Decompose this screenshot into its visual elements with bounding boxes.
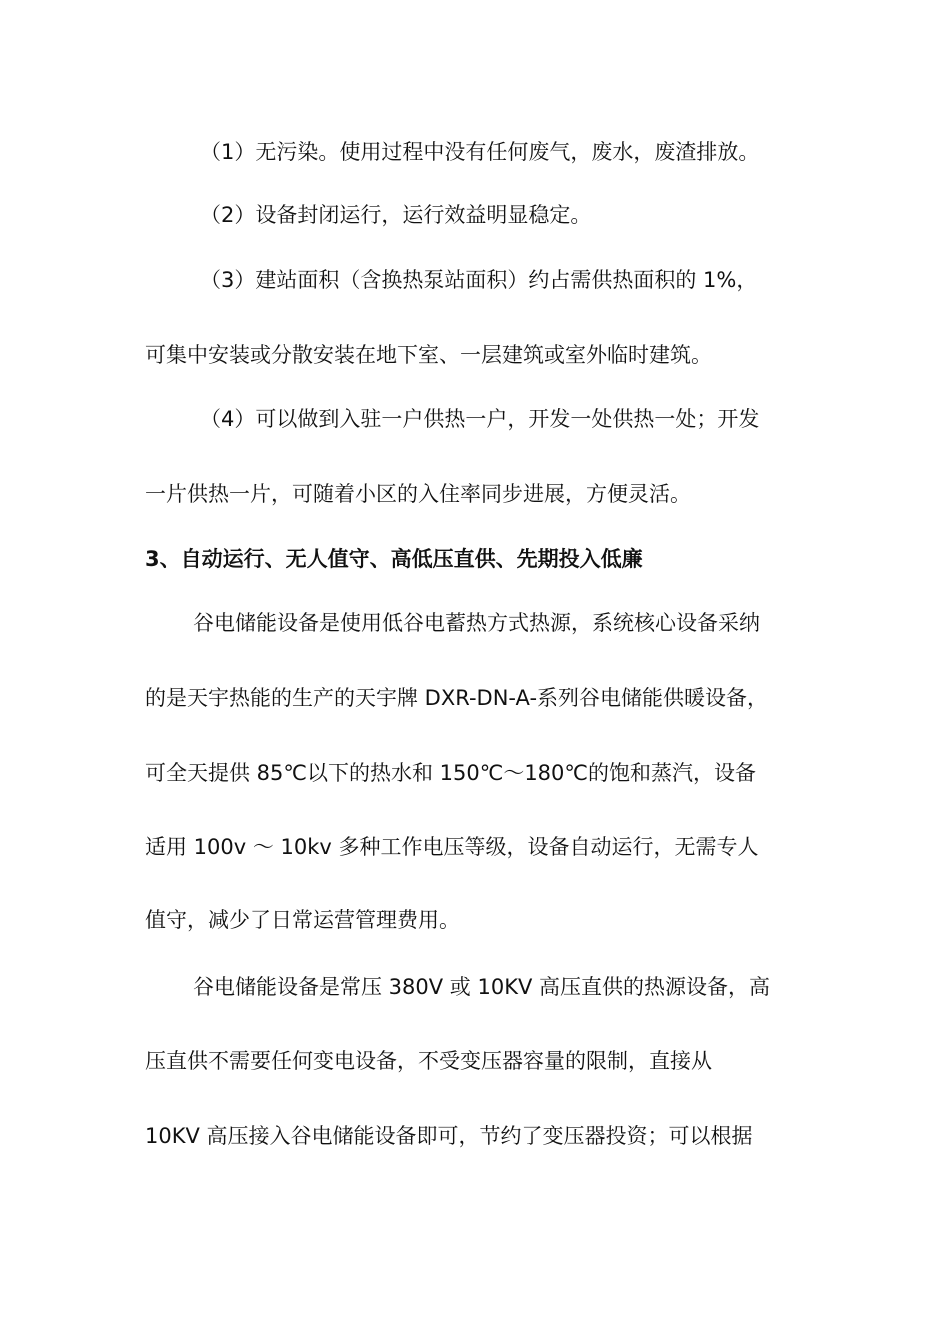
list-item-1: （1）无污染。使用过程中没有任何废气，废水，废渣排放。 [200,140,760,164]
list-item-4-line-2: 一片供热一片，可随着小区的入住率同步进展，方便灵活。 [145,482,691,506]
paragraph-2-line-3: 10KV 高压接入谷电储能设备即可，节约了变压器投资；可以根据 [145,1124,753,1148]
list-item-3-line-1: （3）建站面积（含换热泵站面积）约占需供热面积的 1%， [200,268,758,292]
list-item-2: （2）设备封闭运行，运行效益明显稳定。 [200,203,592,227]
paragraph-1-line-3: 可全天提供 85℃以下的热水和 150℃～180℃的饱和蒸汽，设备 [145,761,756,785]
paragraph-2-line-2: 压直供不需要任何变电设备，不受变压器容量的限制，直接从 [145,1049,712,1073]
paragraph-1-line-4: 适用 100v ～ 10kv 多种工作电压等级，设备自动运行，无需专人 [145,835,759,859]
paragraph-1-line-5: 值守，减少了日常运营管理费用。 [145,908,460,932]
paragraph-2-line-1: 谷电储能设备是常压 380V 或 10KV 高压直供的热源设备，高 [193,975,771,999]
list-item-3-line-2: 可集中安装或分散安装在地下室、一层建筑或室外临时建筑。 [145,343,712,367]
section-heading: 3、自动运行、无人值守、高低压直供、先期投入低廉 [145,547,643,571]
list-item-4-line-1: （4）可以做到入驻一户供热一户，开发一处供热一处；开发 [200,407,760,431]
paragraph-1-line-2: 的是天宇热能的生产的天宇牌 DXR-DN-A-系列谷电储能供暖设备， [145,686,769,710]
paragraph-1-line-1: 谷电储能设备是使用低谷电蓄热方式热源，系统核心设备采纳 [193,611,760,635]
